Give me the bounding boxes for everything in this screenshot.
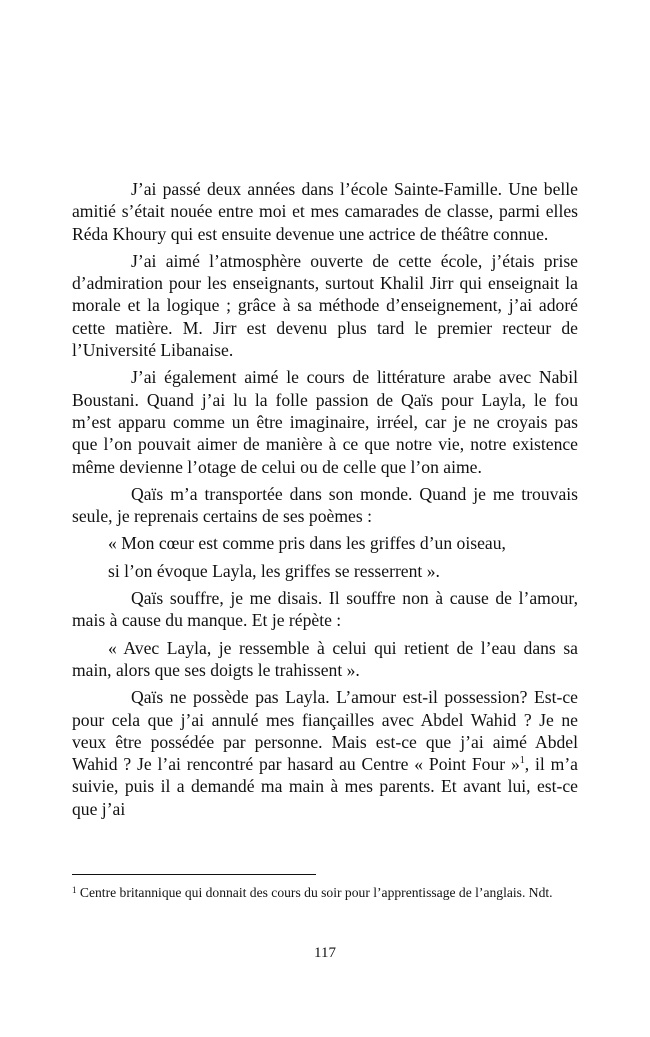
quotation: « Avec Layla, je ressemble à celui qui retient de l’eau dans sa main, alors que ses doigts le trahissent ».	[72, 637, 578, 680]
footnote-marker: 1	[72, 885, 77, 895]
paragraph: J’ai aimé l’atmosphère ouverte de cette école, j’étais prise d’admiration pour les enseignants, surtout Khalil Jirr qui enseignait la morale et la logique ; grâce à sa méthode d’enseignement, j’ai adoré cette matière. M. Jirr est devenu plus tard le premier recteur de l’Université Libanaise.	[72, 250, 578, 361]
footnote-reference[interactable]: 1	[519, 755, 525, 767]
paragraph: Qaïs souffre, je me disais. Il souffre non à cause de l’amour, mais à cause du manque. Et je répète :	[72, 588, 578, 631]
poem-line: si l’on évoque Layla, les griffes se resserrent ».	[108, 560, 440, 581]
paragraph-text: Qaïs ne possède pas Layla. L’amour est-il possession? Est-ce pour cela que j’ai annulé mes fiançailles avec Abdel Wahid ? Je ne veux être possédée par personne. Mais est-ce que j’ai aimé Abdel Wahid ? Je l’ai rencontré par hasard au Centre « Point Four »	[72, 687, 578, 775]
paragraph: Qaïs m’a transportée dans son monde. Quand je me trouvais seule, je reprenais certains de ses poèmes :	[72, 483, 578, 527]
footnote-separator	[72, 874, 316, 875]
paragraph: J’ai passé deux années dans l’école Sainte-Famille. Une belle amitié s’était nouée entre moi et mes camarades de classe, parmi elles Réda Khoury qui est ensuite devenue une actrice de théâtre connue.	[72, 179, 578, 244]
paragraph: J’ai également aimé le cours de littérature arabe avec Nabil Boustani. Quand j’ai lu la folle passion de Qaïs pour Layla, le fou m’est apparu comme un être imaginaire, irréel, car je ne croyais pas que l’on pouvait aimer de manière à ce que notre vie, notre existence même devienne l’otage de celui ou de celle que l’on aime.	[72, 367, 578, 477]
page-body	[72, 178, 578, 825]
paragraph-text: , il m’a suivie, puis il a demandé ma main à mes parents. Et avant lui, est-ce que j’ai	[72, 754, 578, 819]
footnote	[72, 882, 578, 901]
paragraph	[72, 686, 578, 820]
footnote-text: Centre britannique qui donnait des cours du soir pour l’apprentissage de l’anglais. Ndt.	[79, 885, 553, 900]
page-number: 117	[314, 945, 336, 961]
poem-line: « Mon cœur est comme pris dans les griffes d’un oiseau,	[108, 533, 506, 554]
